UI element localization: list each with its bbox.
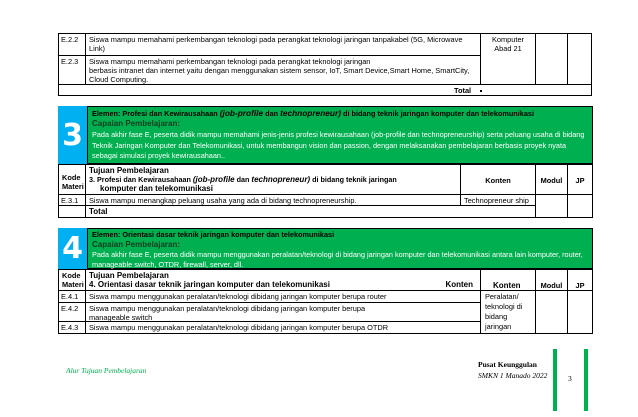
tujuan-text xyxy=(89,280,477,289)
jp-cell xyxy=(567,33,592,85)
page-number: 3 xyxy=(568,374,572,383)
capaian-title: Capaian Pembelajaran: xyxy=(92,119,181,128)
tujuan-text xyxy=(89,175,457,184)
konten-cell: Komputer Abad 21 xyxy=(480,33,536,85)
capaian-text: Pada akhir fase E, peserta didik mampu memahami jenis-jenis profesi kewirausahaan (job-profile dan technopreneurship) serta peluang usaha di bidang Teknik Jaringan Komputer dan Telekomunikasi, untuk membangun vision dan passion, dengan melaksanakan pembelajaran berbasis proyek nyata sebagai simulasi proyek kewirausahaan.. xyxy=(92,130,585,160)
konten-header: Konten xyxy=(460,164,536,195)
row-code: E.4.3 xyxy=(58,321,86,334)
tujuan-header xyxy=(85,164,461,195)
elemen-italic1: (job-profile xyxy=(219,108,264,118)
kode-header xyxy=(58,164,86,195)
jp-cell xyxy=(567,194,593,218)
footer-divider-bar xyxy=(584,349,588,411)
jp-cell xyxy=(567,290,593,334)
total-label: Total xyxy=(85,205,536,218)
elemen-prefix: Elemen: Profesi dan Kewirausahaan xyxy=(92,109,220,118)
elemen-italic2: technopreneur) xyxy=(280,108,341,118)
total-label: Total xyxy=(454,86,472,95)
modul-header: Modul xyxy=(535,269,568,291)
kode-header xyxy=(58,269,86,291)
section-number-badge: 4 xyxy=(58,228,87,269)
jp-header: JP xyxy=(567,164,593,195)
total-code-cell xyxy=(58,205,86,218)
footer-school-year: SMKN 1 Manado 2022 xyxy=(478,371,548,380)
materi-label: Materi xyxy=(62,280,84,289)
row-text xyxy=(85,302,481,322)
tujuan-prefix: 3. Profesi dan Kewirausahaan xyxy=(89,175,193,184)
capaian-text: Pada akhir fase E, peserta didik mampu menggunakan peralatan/teknologi di bidang jaringan komputer dan telekomunikasi antara lain komputer, router, manageable switch, OTDR, firewall, server, dll. xyxy=(92,250,583,269)
elemen-title: Elemen: Orientasi dasar teknik jaringan komputer dan telekomunikasi xyxy=(92,230,335,239)
section-number-badge: 3 xyxy=(58,106,87,164)
footer-divider-bar xyxy=(553,349,557,411)
kode-label: Kode xyxy=(62,173,81,182)
total-dot xyxy=(480,90,482,92)
row-text: Siswa mampu memahami perkembangan teknologi pada perangkat teknologi jaringan tanpakabel (5G, Microwave Link) xyxy=(85,33,481,56)
modul-cell xyxy=(535,290,568,334)
row-text: Siswa mampu menggunakan peralatan/teknologi dibidang jaringan komputer berupa router xyxy=(85,290,481,303)
row-text xyxy=(85,55,481,85)
konten-label: Konten xyxy=(445,280,473,289)
tujuan-suffix: di bidang teknik jaringan xyxy=(310,175,397,184)
total-row xyxy=(58,84,592,96)
modul-cell xyxy=(535,194,568,218)
row-code: E.3.1 xyxy=(58,194,86,206)
tujuan-title: 4. Orientasi dasar teknik jaringan komputer dan telekomunikasi xyxy=(89,280,330,289)
row-text-line2: manageable switch xyxy=(89,313,153,322)
tujuan-line2: komputer dan telekomunikasi xyxy=(100,184,213,193)
konten-cell: Technopreneur ship xyxy=(460,194,536,206)
tujuan-mid: dan xyxy=(234,175,252,184)
modul-header: Modul xyxy=(535,164,568,195)
footer-left-text: Alur Tujuan Pembelajaran xyxy=(66,366,147,375)
materi-label: Materi xyxy=(62,182,84,191)
elemen-mid: dan xyxy=(263,109,281,118)
tujuan-italic: (job-profile xyxy=(192,175,235,184)
capaian-title: Capaian Pembelajaran: xyxy=(92,240,181,249)
jp-header: JP xyxy=(567,269,593,291)
row-code: E.4.2 xyxy=(58,302,86,322)
tujuan-label: Tujuan Pembelajaran xyxy=(89,166,169,175)
konten-cell: Peralatan/ teknologi di bidang jaringan xyxy=(480,290,536,334)
kode-label: Kode xyxy=(62,271,81,280)
konten-header: Konten xyxy=(493,281,521,290)
row-text: Siswa mampu menggunakan peralatan/teknologi dibidang jaringan komputer berupa OTDR xyxy=(85,321,481,334)
row-code: E.2.2 xyxy=(58,33,86,56)
footer-institution: Pusat Keunggulan xyxy=(478,360,537,369)
elemen-title xyxy=(92,109,588,118)
row-code: E.2.3 xyxy=(58,55,86,85)
tujuan-label: Tujuan Pembelajaran xyxy=(89,271,169,280)
elemen-suffix: di bidang teknik jaringan komputer dan telekomunikasi xyxy=(340,109,534,118)
row-code: E.4.1 xyxy=(58,290,86,303)
modul-cell xyxy=(535,33,568,85)
tujuan-header xyxy=(85,269,481,291)
row-text-line2: berbasis intranet dan internet yaitu dengan menggunakan sistem sensor, IoT, Smart Device,Smart Home, SmartCity, Cloud Computing. xyxy=(89,66,470,84)
tujuan-italic2: technopreneur) xyxy=(251,175,311,184)
row-text: Siswa mampu menangkap peluang usaha yang ada di bidang technopreneurship. xyxy=(85,194,461,206)
row-text-line1: Siswa mampu menggunakan peralatan/teknologi dibidang jaringan komputer berupa xyxy=(89,304,366,313)
row-text-line1: Siswa mampu memahami perkembangan teknologi pada perangkat teknologi jaringan xyxy=(89,57,371,66)
